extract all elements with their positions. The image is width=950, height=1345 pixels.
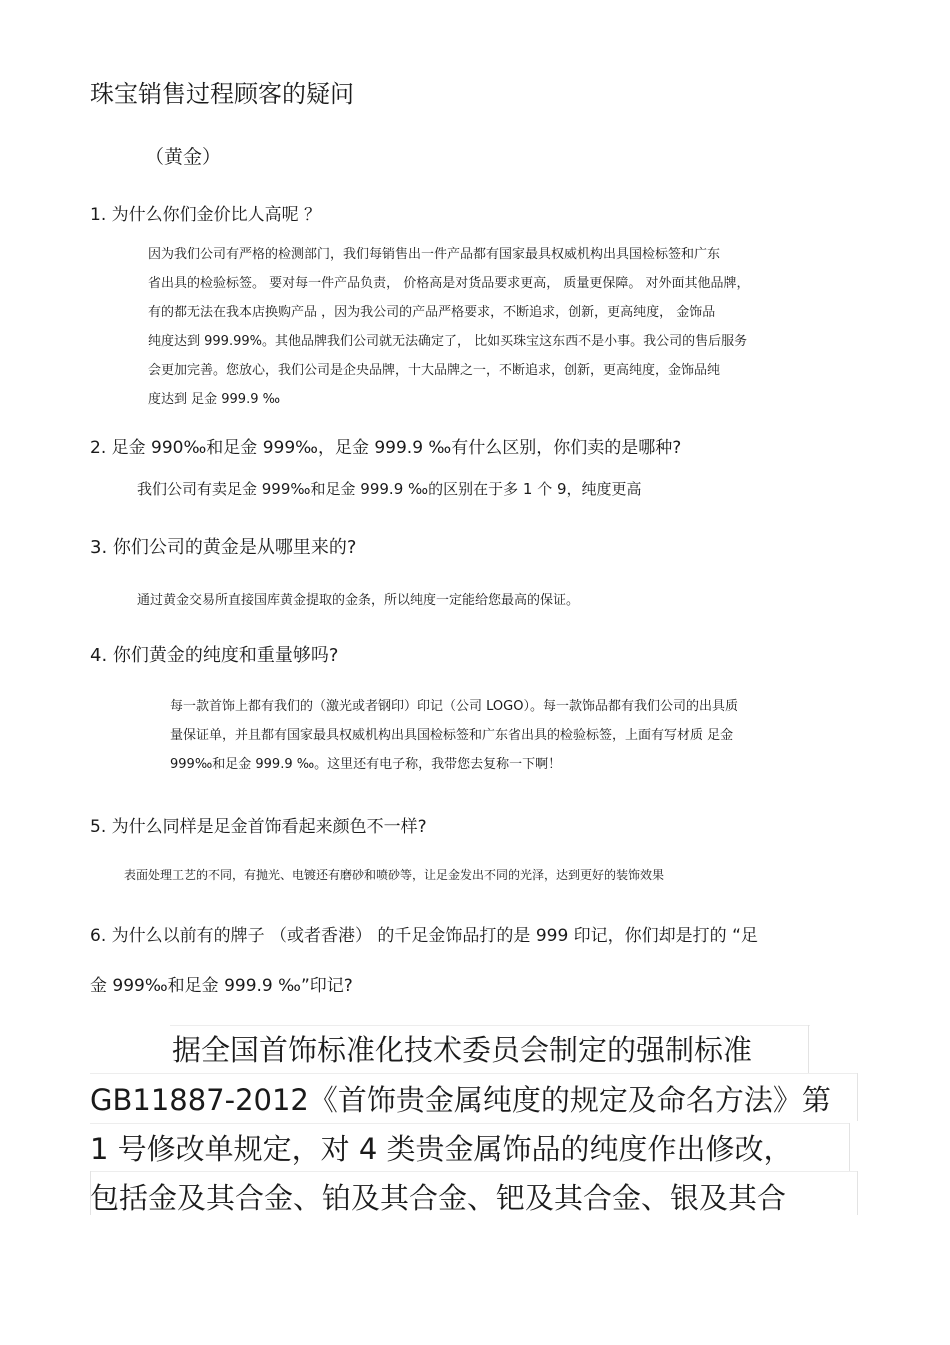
divider [170,1025,810,1026]
paragraph-line-3: 1 号修改单规定，对 4 类贵金属饰品的纯度作出修改， [90,1132,793,1166]
answer-4 [170,692,738,779]
divider [849,1123,850,1171]
paragraph-line-4: 包括金及其合金、铂及其合金、钯及其合金、银及其合 [90,1181,787,1215]
answer-1-line: 有的都无法在我本店换购产品 ，因为我公司的产品严格要求，不断追求，创新，更高纯度， 金饰品 [148,305,716,320]
answer-3: 通过黄金交易所直接国库黄金提取的金条，所以纯度一定能给您最高的保证。 [137,593,580,608]
answer-1-line: 度达到 足金 999.9 ‰ [148,392,281,407]
divider [857,1073,858,1121]
question-6-line-1: 6. 为什么以前有的牌子 （或者香港） 的千足金饰品打的是 999 印记，你们却是打的 “足 [90,926,758,946]
answer-1-line: 纯度达到 999.99%。其他品牌我们公司就无法确定了， 比如买珠宝这东西不是小事。我公司的售后服务 [148,334,748,349]
answer-2: 我们公司有卖足金 999‰和足金 999.9 ‰的区别在于多 1 个 9，纯度更高 [137,480,642,498]
divider [90,1073,858,1074]
question-1: 1. 为什么你们金价比人高呢 ？ [90,205,322,225]
question-2: 2. 足金 990‰和足金 999‰，足金 999.9 ‰有什么区别，你们卖的是哪种? [90,438,682,458]
answer-5: 表面处理工艺的不同，有抛光、电镀还有磨砂和喷砂等，让足金发出不同的光泽，达到更好的装饰效果 [124,868,665,882]
answer-4-line: 量保证单，并且都有国家最具权威机构出具国检标签和广东省出具的检验标签，上面有写材质 足金 [170,728,734,743]
answer-4-line: 每一款首饰上都有我们的（激光或者钢印）印记（公司 LOGO）。每一款饰品都有我们公司的出具质 [170,699,738,714]
divider [90,1123,850,1124]
answer-1-line: 省出具的检验标签。 要对每一件产品负责， 价格高是对货品要求更高， 质量更保障。 对外面其他品牌， [148,276,750,291]
page-title: 珠宝销售过程顾客的疑问 [90,80,354,108]
question-5: 5. 为什么同样是足金首饰看起来颜色不一样? [90,817,427,837]
answer-4-line: 999‰和足金 999.9 ‰。这里还有电子称，我带您去复称一下啊！ [170,757,562,772]
page-subtitle: （黄金） [145,146,222,168]
answer-1-line: 会更加完善。您放心，我们公司是企央品牌，十大品牌之一，不断追求，创新，更高纯度，金饰品纯 [148,363,721,378]
divider [90,1171,858,1172]
divider [857,1171,858,1215]
question-6-line-2: 金 999‰和足金 999.9 ‰”印记? [90,976,353,996]
paragraph-line-1: 据全国首饰标准化技术委员会制定的强制标准 [172,1033,753,1067]
paragraph-line-2: GB11887-2012《首饰贵金属纯度的规定及命名方法》第 [90,1083,831,1117]
question-4: 4. 你们黄金的纯度和重量够吗? [90,645,339,666]
question-3: 3. 你们公司的黄金是从哪里来的? [90,537,357,558]
divider [808,1025,809,1073]
answer-1 [148,240,750,414]
answer-1-line: 因为我们公司有严格的检测部门，我们每销售出一件产品都有国家最具权威机构出具国检标签和广东 [148,247,721,262]
